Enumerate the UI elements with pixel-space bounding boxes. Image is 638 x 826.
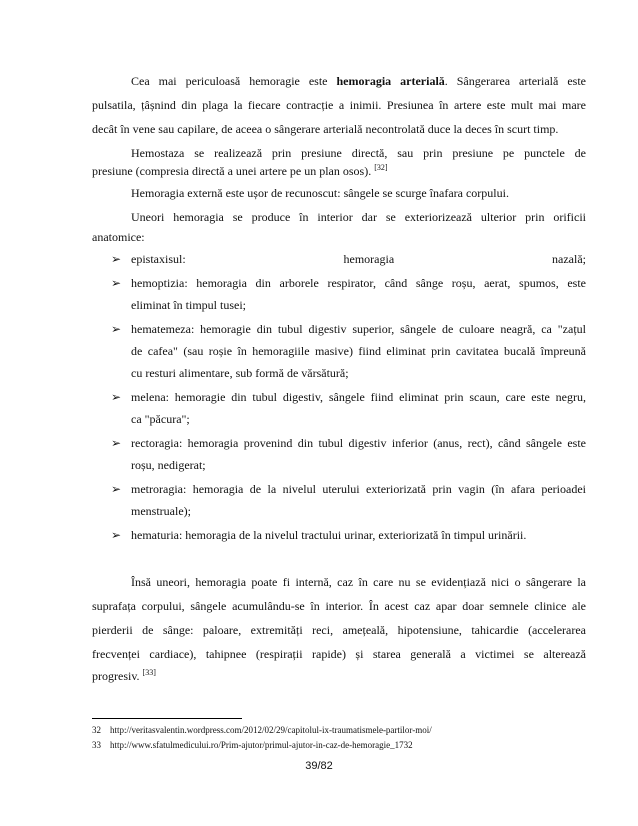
citation-ref: [33]: [142, 668, 156, 677]
footnote-number: 32: [92, 725, 101, 735]
paragraph-line: suprafața corpului, sângele acumulându-se în interior. În acest caz apar doar semnele clinice ale: [92, 599, 586, 613]
paragraph-line: Însă uneori, hemoragia poate fi internă, caz în care nu se evidențiază nici o sângerare la: [131, 575, 586, 589]
list-item-continuation: de cafea" (sau roșie în hemoragiile masive) fiind eliminat prin cavitatea bucală împreună: [131, 344, 586, 358]
list-item: [111, 481, 586, 497]
list-item: [111, 321, 586, 337]
list-item-continuation: roșu, nedigerat;: [131, 458, 206, 472]
footnote-number: 33: [92, 740, 101, 750]
citation-ref: [32]: [374, 163, 388, 172]
footnote-divider: [92, 718, 242, 719]
paragraph-line: [131, 73, 586, 89]
paragraph-line: decât în vene sau capilare, de aceea o sângerare arterială necontrolată duce la deces în scurt timp.: [92, 122, 559, 136]
list-item-text: epistaxisul: hemoragia nazală;: [131, 252, 586, 266]
list-item-text: hematemeza: hemoragie din tubul digestiv superior, sângele de culoare neagră, ca "zațul: [131, 322, 586, 336]
list-item: [111, 435, 586, 451]
text-span: Cea mai periculoasă hemoragie este: [131, 74, 337, 88]
paragraph-line: pierderii de sânge: paloare, extremități reci, amețeală, hipotensiune, tahicardie (accelerarea: [92, 623, 586, 637]
arrow-bullet-icon: ➢: [111, 322, 122, 336]
list-item-continuation: cu resturi alimentare, sub formă de vărsătură;: [131, 366, 349, 380]
arrow-bullet-icon: ➢: [111, 252, 122, 266]
paragraph-line: anatomice:: [92, 230, 145, 244]
list-item-text: metroragia: hemoragia de la nivelul uterului exteriorizată prin vagin (în afara perioadei: [131, 482, 586, 496]
list-item-text: rectoragia: hemoragia provenind din tubul digestiv inferior (anus, rect), când sângele este: [131, 436, 586, 450]
list-item-text: hematuria: hemoragia de la nivelul tractului urinar, exteriorizată în timpul urinării.: [131, 528, 527, 542]
paragraph-line: [92, 163, 388, 179]
list-item-continuation: menstruale);: [131, 504, 191, 518]
list-item: [111, 389, 586, 405]
paragraph-line: [92, 668, 156, 684]
footnote: [92, 739, 413, 751]
footnote-link[interactable]: http://veritasvalentin.wordpress.com/2012/02/29/capitolul-ix-traumatismele-partilor-moi/: [110, 725, 432, 735]
text-span: progresiv.: [92, 669, 140, 683]
list-item: [111, 527, 526, 543]
footnote-link[interactable]: http://www.sfatulmedicului.ro/Prim-ajutor/primul-ajutor-in-caz-de-hemoragie_1732: [110, 740, 413, 750]
list-item-text: hemoptizia: hemoragia din arborele respirator, când sânge roșu, aerat, spumos, este: [131, 276, 586, 290]
text-span: . Sângerarea arterială este: [444, 74, 586, 88]
list-item-continuation: ca "păcura";: [131, 412, 190, 426]
paragraph-line: Hemoragia externă este ușor de recunoscut: sângele se scurge înafara corpului.: [131, 186, 509, 200]
page-number: 39/82: [305, 760, 333, 772]
paragraph-line: Uneori hemoragia se produce în interior dar se exteriorizează ulterior prin orificii: [131, 210, 586, 224]
list-item-text: melena: hemoragie din tubul digestiv, sângele fiind eliminat prin scaun, care este negru,: [131, 390, 586, 404]
footnote: [92, 724, 432, 736]
bold-term: hemoragia arterială: [336, 74, 445, 88]
text-span: presiune (compresia directă a unei artere pe un plan osos).: [92, 164, 372, 178]
arrow-bullet-icon: ➢: [111, 276, 122, 290]
list-item: [111, 251, 586, 267]
paragraph-line: Hemostaza se realizează prin presiune directă, sau prin presiune pe punctele de: [131, 146, 586, 160]
paragraph-line: pulsatila, țâșnind din plaga la fiecare contracție a inimii. Presiunea în artere este mult mai mare: [92, 98, 586, 112]
arrow-bullet-icon: ➢: [111, 390, 122, 404]
arrow-bullet-icon: ➢: [111, 528, 122, 542]
list-item: [111, 275, 586, 291]
list-item-continuation: eliminat în timpul tusei;: [131, 298, 246, 312]
paragraph-line: frecvenței cardiace), tahipnee (respirații rapide) și starea generală a victimei se alterează: [92, 647, 586, 661]
arrow-bullet-icon: ➢: [111, 436, 122, 450]
arrow-bullet-icon: ➢: [111, 482, 122, 496]
